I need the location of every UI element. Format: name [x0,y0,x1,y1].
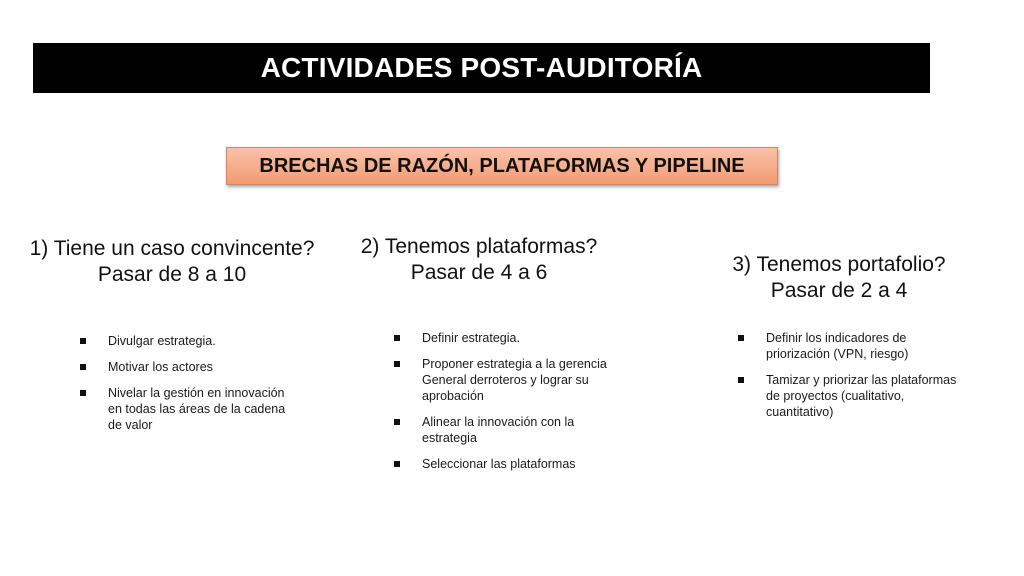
column-heading [330,234,628,286]
subtitle-box: BRECHAS DE RAZÓN, PLATAFORMAS Y PIPELINE [226,147,778,185]
heading-question: 3) Tenemos portafolio? [732,253,946,276]
bullet-text: Seleccionar las plataformas [422,457,576,471]
list-item [80,359,300,375]
heading-question: 2) Tenemos plataformas? [360,235,598,258]
bullet-square-icon [394,461,400,467]
bullet-text: Tamizar y priorizar las plataformas de proyectos (cualitativo, cuantitativo) [766,373,957,419]
heading-target: Pasar de 4 a 6 [410,261,548,284]
column-heading [690,252,988,304]
slide-title: ACTIVIDADES POST-AUDITORÍA [33,43,930,93]
bullet-text: Motivar los actores [108,360,213,374]
heading-question: 1) Tiene un caso convincente? [29,237,315,260]
bullet-square-icon [80,390,86,396]
list-item [738,372,968,420]
heading-target: Pasar de 8 a 10 [97,263,247,286]
bullet-text: Proponer estrategia a la gerencia General derroteros y lograr su aprobación [422,357,607,403]
bullet-square-icon [80,338,86,344]
column-heading [18,236,326,288]
list-item [394,330,619,346]
list-item [738,330,968,362]
bullet-list [80,333,300,443]
bullet-square-icon [394,335,400,341]
bullet-text: Nivelar la gestión en innovación en todas las áreas de la cadena de valor [108,386,286,432]
bullet-text: Alinear la innovación con la estrategia [422,415,575,445]
bullet-text: Divulgar estrategia. [108,334,216,348]
list-item [80,333,300,349]
bullet-square-icon [80,364,86,370]
list-item [394,456,619,472]
bullet-list [738,330,968,430]
list-item [80,385,300,433]
bullet-square-icon [738,335,744,341]
bullet-text: Definir estrategia. [422,331,520,345]
list-item [394,414,619,446]
list-item [394,356,619,404]
bullet-list [394,330,619,482]
bullet-text: Definir los indicadores de priorización (VPN, riesgo) [766,331,909,361]
bullet-square-icon [394,361,400,367]
bullet-square-icon [738,377,744,383]
bullet-square-icon [394,419,400,425]
heading-target: Pasar de 2 a 4 [770,279,908,302]
